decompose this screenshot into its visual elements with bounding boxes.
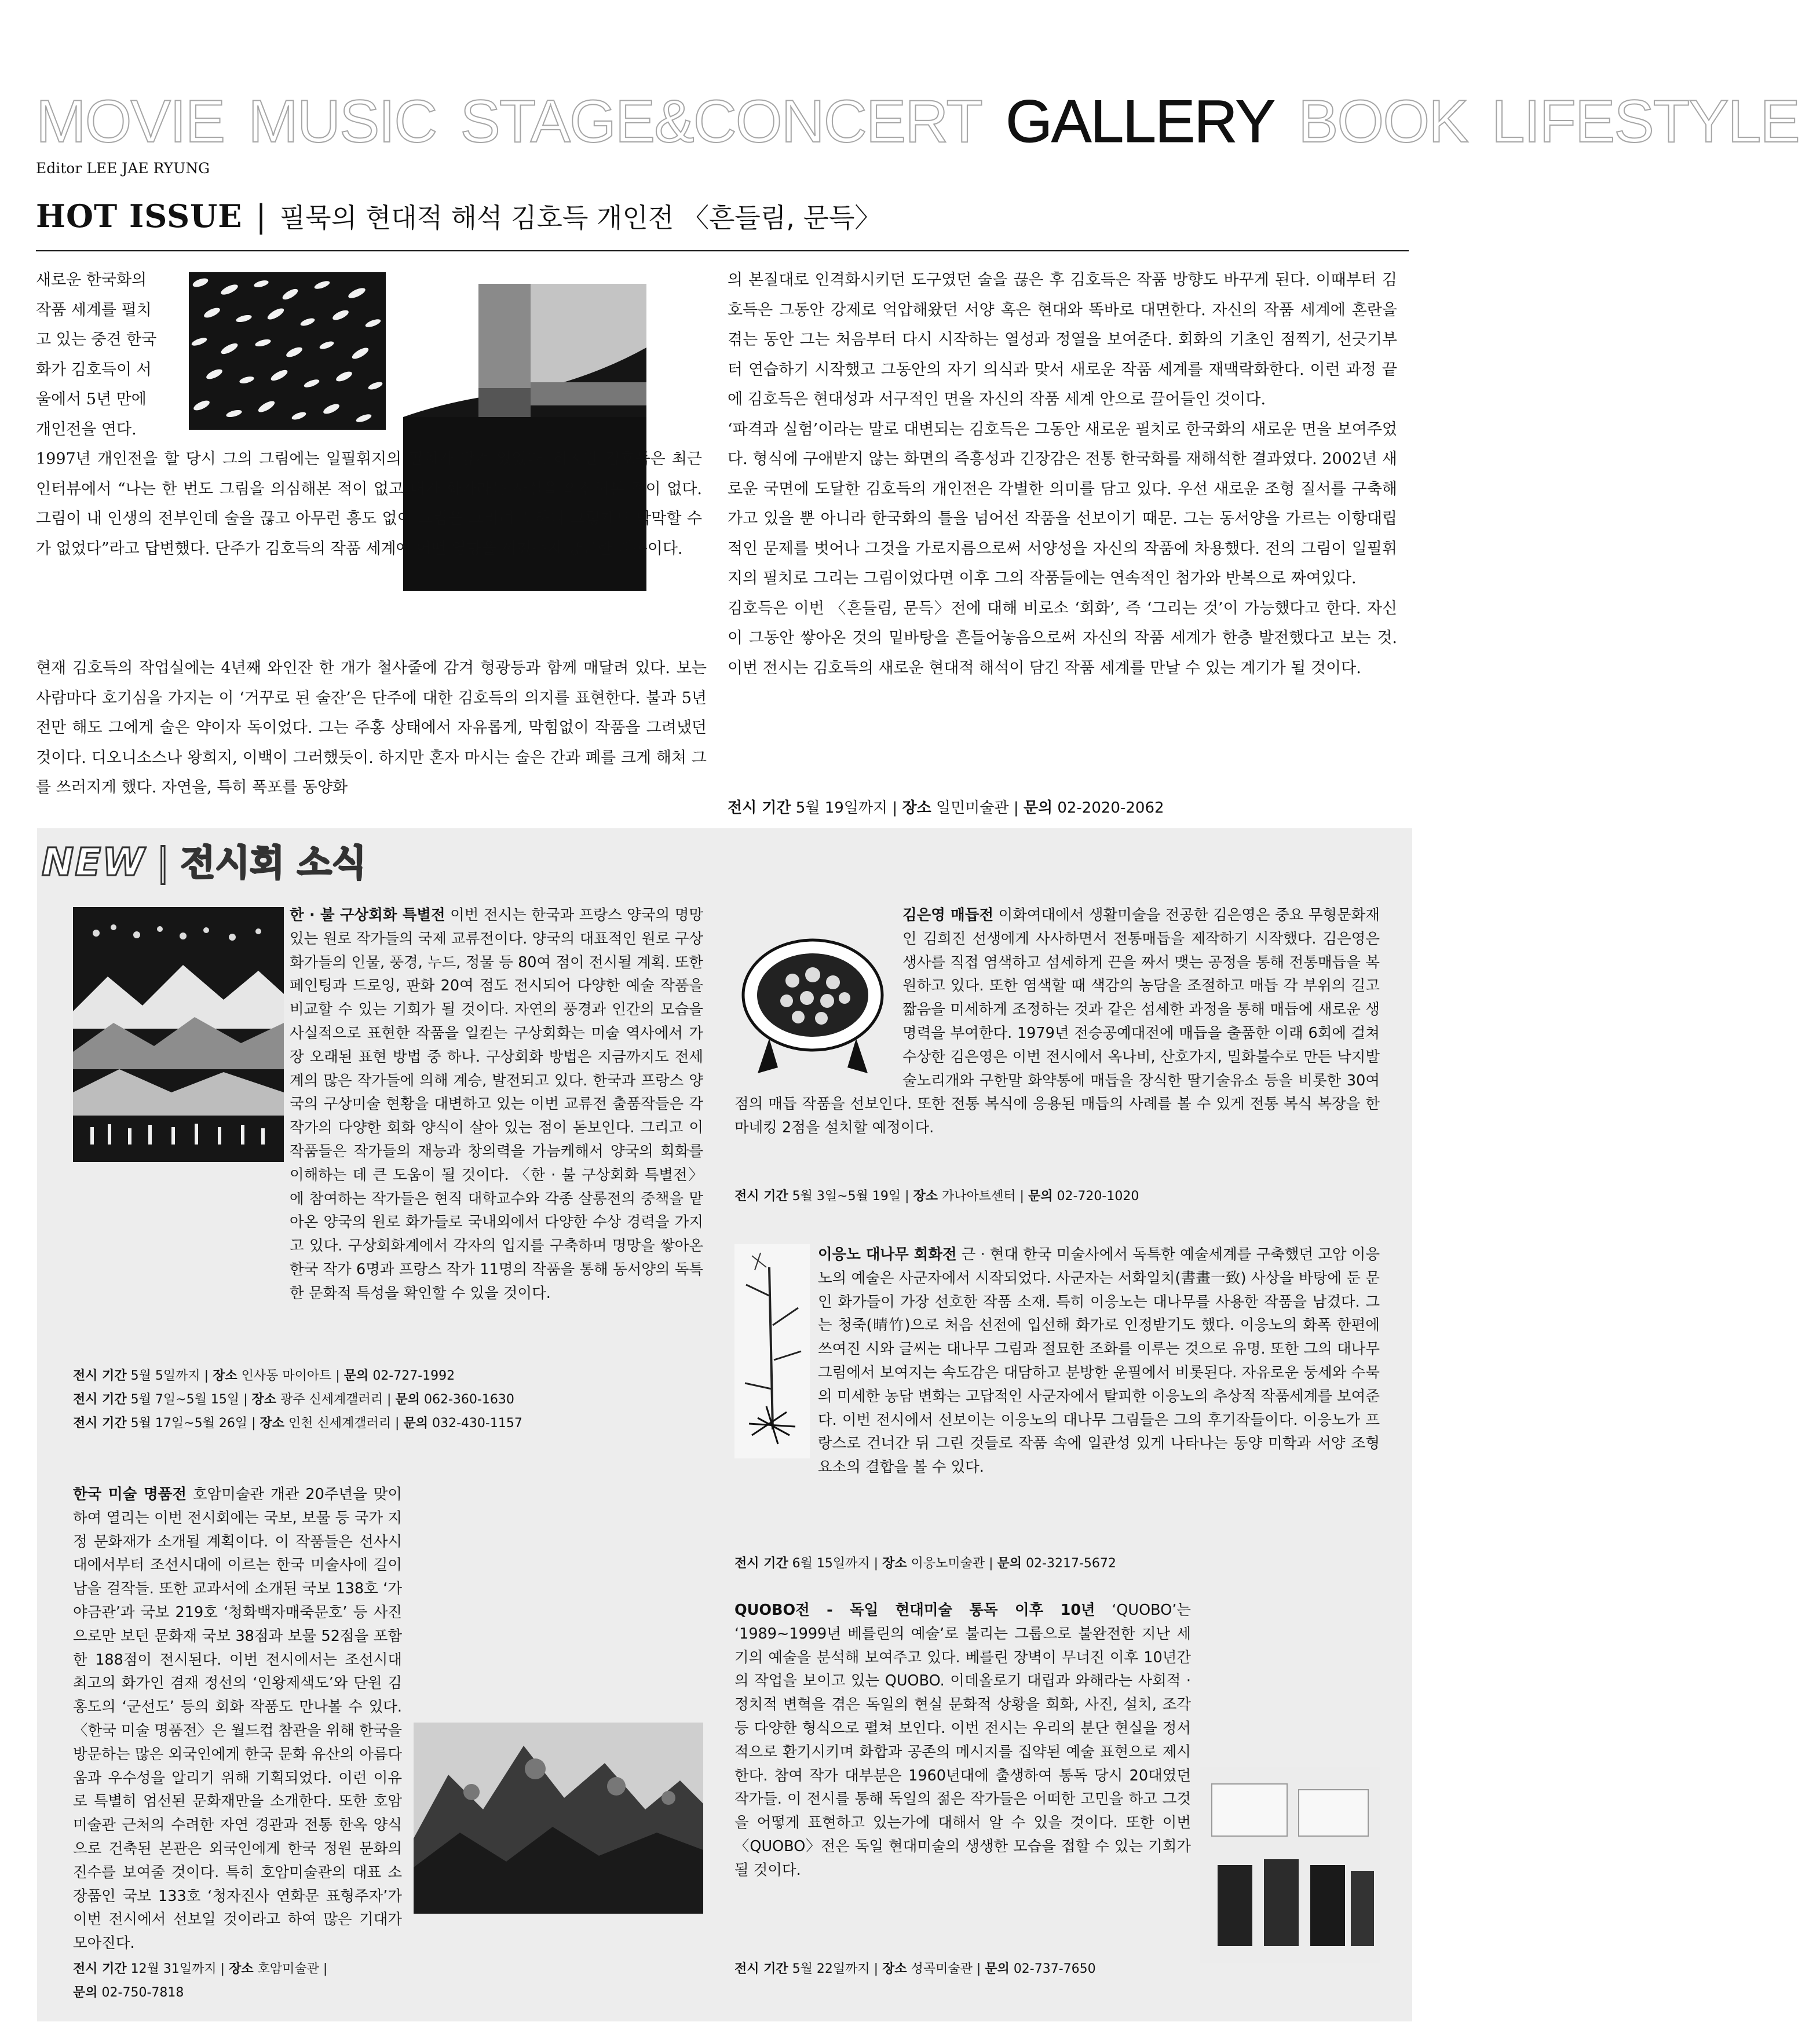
- news-item-3-info: [734, 1185, 1139, 1209]
- contact: 02-3217-5672: [1026, 1556, 1116, 1571]
- news-item-3: [734, 904, 1380, 1187]
- period-label: 전시 기간: [734, 1962, 788, 1976]
- nav-item-gallery[interactable]: GALLERY: [1006, 88, 1274, 155]
- news-item-3-body: 이화여대에서 생활미술을 전공한 김은영은 중요 무형문화재인 김희진 선생에게 사사하면서 전통매듭을 제작하기 시작했다. 김은영은 생사를 직접 염색하고 섬세하게 끈을 짜서 맺는 공정을 통해 전통매듭을 복원하고 있다. 또한 염색할 때 색감의 농담을 조절하고 매듭 각 부위의 길고 짧음을 미세하게 조정하는 것과 같은 섬세한 과정을 통해 매듭에 새로운 생명력을 부여한다. 1979년 전승공예대전에 매듭을 출품한 이래 6회에 걸쳐 수상한 김은영은 이번 전시에서 옥나비, 산호가지, 밀화불수로 만든 낙지발술노리개와 구한말 화약통에 매듭을 장식한 딸기술유소 등을 비롯한 30여 점의 매듭 작품을 선보인다. 또한 전통 복식에 응용된 매듭의 사례를 볼 수 있게 전통 복식 복장을 한 마네킹 2점을 설치할 예정이다.: [734, 906, 1380, 1137]
- place-label: 장소: [260, 1416, 285, 1431]
- contact-label: 문의: [343, 1369, 369, 1383]
- intro-line: 새로운 한국화의: [36, 271, 147, 289]
- period: 5월 17일~5월 26일: [130, 1416, 248, 1431]
- hot-left-paragraph-2: 현재 김호득의 작업실에는 4년째 와인잔 한 개가 철사줄에 감겨 형광등과 함께 매달려 있다. 보는 사람마다 호기심을 가지는 이 ‘거꾸로 된 술잔’은 단주에 대한 김호득의 의지를 표현한다. 불과 5년 전만 해도 그에게 술은 약이자 독이었다. 그는 주홍 상태에서 자유롭게, 막힘없이 작품을 그려냈던 것이다. 디오니소스나 왕희지, 이백이 그러했듯이. 하지만 혼자 마시는 술은 간과 폐를 크게 해쳐 그를 쓰러지게 했다. 자연을, 특히 폭포를 동양화: [36, 659, 707, 796]
- info-separator: |: [1013, 799, 1019, 817]
- period: 5월 5일까지: [130, 1369, 200, 1383]
- news-item-2: [73, 1483, 703, 1955]
- hot-left-paragraph-1: 1997년 개인전을 할 당시 그의 그림에는 일필휘지의 필치가 담겨 있었다. 하지만 김호득은 최근 인터뷰에서 “나는 한 번도 그림을 의심해본 적이 없고 내가 화가라는 사실을 의심해본 적이 없다. 그림이 내 인생의 전부인데 술을 끊고 아무런 흥도 없이 그림을 그리려고 하니 그렇게도 막막할 수가 없었다”라고 답변했다. 단주가 김호득의 작품 세계에 어떤 영향을 끼쳤는지 궁금한 대목이다.: [36, 450, 702, 558]
- place: 가나아트센터: [942, 1189, 1016, 1204]
- news-item-2-info: [73, 1958, 397, 2005]
- contact: 02-737-7650: [1013, 1962, 1096, 1976]
- hot-right-body: [728, 265, 1397, 683]
- sep: |: [204, 1369, 209, 1383]
- period-label: 전시 기간: [73, 1416, 127, 1431]
- period-label: 전시 기간: [734, 1556, 788, 1571]
- hot-right-paragraph-3: 김호득은 이번 〈흔들림, 문득〉전에 대해 비로소 ‘회화’, 즉 ‘그리는 것’이 가능했다고 한다. 자신이 그동안 쌓아온 것의 밑바탕을 흔들어놓음으로써 자신의 작품 세계가 한층 발전했다고 보는 것. 이번 전시는 김호득의 새로운 현대적 해석이 담긴 작품 세계를 만날 수 있는 계기가 될 것이다.: [728, 599, 1397, 677]
- contact-label: 문의: [997, 1556, 1022, 1571]
- intro-line: 작품 세계를 펼치: [36, 301, 152, 319]
- contact-label: 문의: [73, 1985, 98, 2000]
- news-item-1-top: [290, 904, 704, 1302]
- section-nav: [36, 87, 1799, 156]
- hot-issue-title: 필묵의 현대적 해석 김호득 개인전 〈흔들림, 문득〉: [279, 202, 882, 233]
- sep: |: [976, 1962, 981, 1976]
- place: 이응노미술관: [911, 1556, 985, 1571]
- news-artwork-ink-landscape: [414, 1723, 703, 1914]
- news-item-3-title: 김은영 매듭전: [902, 906, 994, 924]
- sep: |: [243, 1392, 248, 1407]
- news-item-2-title: 한국 미술 명품전: [73, 1486, 187, 1503]
- contact: 02-750-7818: [101, 1985, 184, 2000]
- news-banner: [42, 834, 367, 884]
- contact: 032-430-1157: [432, 1416, 522, 1431]
- news-item-4-title: 이응노 대나무 회화전: [818, 1246, 957, 1263]
- sep: |: [905, 1189, 909, 1204]
- place-label: 장소: [913, 1189, 938, 1204]
- info-contact: 02-2020-2062: [1057, 799, 1164, 817]
- period: 5월 7일~5월 15일: [130, 1392, 240, 1407]
- hot-left-body-2: [36, 653, 707, 803]
- news-item-5-info: [734, 1958, 1096, 1981]
- hot-issue-label: HOT ISSUE: [36, 198, 243, 235]
- news-item-1-title: 한 · 불 구상회화 특별전: [290, 906, 445, 924]
- hot-right-paragraph-1: 의 본질대로 인격화시키던 도구였던 술을 끊은 후 김호득은 작품 방향도 바꾸게 된다. 이때부터 김호득은 그동안 강제로 억압해왔던 서양 혹은 현대와 똑바로 대면한다. 자신의 작품 세계에 혼란을 겪는 동안 그는 처음부터 다시 시작하는 열성과 정열을 보여준다. 회화의 기초인 점찍기, 선긋기부터 연습하기 시작했고 그동안의 자기 의식과 맞서 새로운 작품 세계를 재맥락화한다. 이런 과정 끝에 김호득은 현대성과 서구적인 면을 자신의 작품 세계 안으로 끌어들인 것이다.: [728, 271, 1397, 408]
- header-rule: [36, 250, 1409, 251]
- news-label: NEW: [42, 840, 146, 884]
- news-artwork-installation: [1200, 1767, 1380, 1963]
- hot-artwork-pattern: [189, 272, 386, 430]
- period: 12월 31일까지: [130, 1962, 217, 1976]
- sep: |: [395, 1416, 400, 1431]
- intro-line: 화가 김호득이 서: [36, 360, 152, 379]
- period-label: 전시 기간: [73, 1369, 127, 1383]
- info-period-label: 전시 기간: [728, 799, 791, 817]
- contact: 02-720-1020: [1057, 1189, 1139, 1204]
- hot-intro-lines: [36, 265, 187, 444]
- period-label: 전시 기간: [73, 1392, 127, 1407]
- news-artwork-landscape: [73, 907, 284, 1162]
- info-period: 5월 19일까지: [795, 799, 888, 817]
- news-item-1-info-row: [73, 1388, 522, 1412]
- sep: |: [335, 1369, 340, 1383]
- news-separator: |: [156, 840, 170, 884]
- contact-label: 문의: [403, 1416, 428, 1431]
- place-label: 장소: [882, 1556, 907, 1571]
- info-place-label: 장소: [902, 799, 931, 817]
- sep: |: [874, 1962, 879, 1976]
- place: 인사동 마이아트: [241, 1369, 332, 1383]
- sep: |: [220, 1962, 225, 1976]
- sep: |: [323, 1962, 328, 1976]
- contact-label: 문의: [395, 1392, 420, 1407]
- nav-item-movie[interactable]: MOVIE: [36, 88, 225, 155]
- news-item-2-body: 호암미술관 개관 20주년을 맞이하여 열리는 이번 전시회에는 국보, 보물 등 국가 지정 문화재가 소개될 계획이다. 이 작품들은 선사시대에서부터 조선시대에 이르는 한국 미술사에 길이 남을 걸작들. 또한 교과서에 소개된 국보 138호 ‘가야금관’과 국보 219호 ‘청화백자매죽문호’ 등 사진으로만 보던 문화재 국보 38점과 보물 52점을 포함한 188점이 전시된다. 이번 전시에서는 조선시대 최고의 화가인 겸재 정선의 ‘인왕제색도’와 단원 김홍도의 ‘군선도’ 등의 회화 작품도 만나볼 수 있다. 〈한국 미술 명품전〉은 월드컵 참관을 위해 한국을 방문하는 많은 외국인에게 한국 문화 유산의 아름다움과 우수성을 알리기 위해 기획되었다. 이런 이유로 특별히 엄선된 문화재만을 소개한다. 또한 호암미술관 근처의 수려한 자연 경관과 전통 한옥 양식으로 건축된 본관은 외국인에게 한국 정원 문화의 진수를 보여줄 것이다. 특히 호암미술관의 대표 소장품인 국보 133호 ‘청자진사 연화문 표형주자’가 이번 전시에서 선보일 것이라고 하여 많은 기대가 모아진다.: [73, 1486, 402, 1952]
- sep: |: [387, 1392, 392, 1407]
- news-item-1-info: [73, 1365, 522, 1435]
- hot-left-body: [36, 444, 702, 564]
- period: 5월 22일까지: [792, 1962, 870, 1976]
- intro-line: 울에서 5년 만에: [36, 390, 147, 408]
- place-label: 장소: [882, 1962, 907, 1976]
- contact-label: 문의: [985, 1962, 1010, 1976]
- news-title: 전시회 소식: [180, 842, 367, 884]
- hot-exhibition-info: [728, 796, 1164, 817]
- contact: 02-727-1992: [372, 1369, 455, 1383]
- place: 인천 신세계갤러리: [288, 1416, 392, 1431]
- news-item-1-body: 이번 전시는 한국과 프랑스 양국의 명망 있는 원로 작가들의 국제 교류전이다. 양국의 대표적인 원로 구상화가들의 인물, 풍경, 누드, 정물 등 80여 점이 전시될 계획. 또한 페인팅과 드로잉, 판화 20여 점도 전시되어 다양한 예술 작품을 비교할 수 있는 기회가 될 것이다. 자연의 풍경과 인간의 모습을 사실적으로 표현한 작품을 일컫는 구상회화는 미술 역사에서 가장 오래된 표현 방법 중 하나. 구상회화 방법은 지금까지도 전세계의 많은 작가들에 의해 계승, 발전되고 있다. 한국과 프랑스 양국의 구상미술 현황을 대변하고 있는 이번 교류전 출품작들은 각 작가의 다양한 회화 양식이 살아 있는 점이 돋보인다. 그리고 이 작품들은 작가들의 재능과 창의력을 가늠케해서 양국의 회화를 이해하는 데 큰 도움이 될 것이다. 〈한 · 불 구상회화 특별전〉에 참여하는 작가들은 현직 대학교수와 각종 살롱전의 중책을 맡아온 양국의 원로 화가들로 국내외에서 다양한 수상 경력을 가지고 있다. 구상회화계에서 각자의 입지를 구축하며 명망을 쌓아온 한국 작가 6명과 프랑스 작가 11명의 작품을 통해 동서양의 독특한 문화적 특성을 확인할 수 있을 것이다.: [290, 906, 704, 1302]
- float-spacer: [734, 1243, 818, 1597]
- contact: 062-360-1630: [423, 1392, 514, 1407]
- nav-item-stage-concert[interactable]: STAGE&CONCERT: [460, 88, 982, 155]
- intro-line: 고 있는 중견 한국: [36, 331, 157, 349]
- float-spacer: [734, 904, 902, 1069]
- sep: |: [989, 1556, 993, 1571]
- place-label: 장소: [213, 1369, 237, 1383]
- place-label: 장소: [251, 1392, 277, 1407]
- info-contact-label: 문의: [1023, 799, 1053, 817]
- nav-item-music[interactable]: MUSIC: [248, 88, 437, 155]
- place: 성곡미술관: [911, 1962, 973, 1976]
- hot-issue-separator: |: [255, 198, 266, 235]
- sep: |: [251, 1416, 256, 1431]
- period-label: 전시 기간: [73, 1962, 127, 1976]
- news-item-4-body: 근 · 현대 한국 미술사에서 독특한 예술세계를 구축했던 고암 이응노의 예술은 사군자에서 시작되었다. 사군자는 서화일치(書畫一致) 사상을 바탕에 둔 문인 화가들이 가장 선호한 작품 소재. 특히 이응노는 대나무를 사용한 작품을 남겼다. 그는 청죽(晴竹)으로 처음 선전에 입선해 화가로 인정받기도 했다. 이응노의 화폭 한편에 쓰여진 시와 글씨는 대나무 그림과 절묘한 조화를 이루는 것으로 유명. 또한 그의 대나무 그림에서 보여지는 속도감은 대담하고 분방한 운필에서 비롯된다. 자유로운 둥세와 수묵의 미세한 농담 변화는 고답적인 사군자에서 탈피한 이응노의 추상적 작품세계를 보여준다. 이번 전시에서 선보이는 이응노의 대나무 그림들은 그의 후기작들이다. 이응노가 프랑스로 건너간 뒤 그린 것들로 작품 속에 일관성 있게 나타나는 동양 미학과 서양 조형 요소의 결합을 볼 수 있다.: [818, 1246, 1380, 1476]
- news-item-1-info-row: [73, 1412, 522, 1436]
- period: 5월 3일~5월 19일: [792, 1189, 901, 1204]
- intro-line: 개인전을 연다.: [36, 420, 137, 438]
- nav-item-book[interactable]: BOOK: [1298, 88, 1468, 155]
- news-item-4-info: [734, 1552, 1116, 1576]
- news-item-4: [734, 1243, 1380, 1550]
- info-place: 일민미술관: [935, 799, 1009, 817]
- news-item-5-body: ‘QUOBO’는 ‘1989~1999년 베를린의 예술’로 불리는 그룹으로 불완전한 지난 세기의 예술을 분석해 보여주고 있다. 베를린 장벽이 무너진 이후 10년간의 작업을 보이고 있는 QUOBO. 이데올로기 대립과 와해라는 사회적 · 정치적 변혁을 겪은 독일의 현실 문화적 상황을 회화, 사진, 설치, 조각 등 다양한 형식으로 펼쳐 보인다. 이번 전시는 우리의 분단 현실을 정서적으로 환기시키며 화합과 공존의 메시지를 집약된 예술 표현으로 제시한다. 참여 작가 대부분은 1960년대에 출생하여 통독 당시 20대였던 작가들. 이 전시를 통해 독일의 젊은 작가들은 어떠한 고민을 하고 그것을 어떻게 표현하고 있는가에 대해서 알 수 있을 것이다. 또한 이번 〈QUOBO〉전은 독일 현대미술의 생생한 모습을 접할 수 있는 기회가 될 것이다.: [734, 1601, 1192, 1879]
- sep: |: [1019, 1189, 1024, 1204]
- editor-credit: Editor LEE JAE RYUNG: [36, 160, 210, 177]
- contact-label: 문의: [1028, 1189, 1053, 1204]
- place: 호암미술관: [257, 1962, 319, 1976]
- period: 6월 15일까지: [792, 1556, 870, 1571]
- hot-right-paragraph-2: ‘파격과 실험’이라는 말로 대변되는 김호득은 그동안 새로운 필치로 한국화의 새로운 면을 보여주었다. 형식에 구애받지 않는 화면의 즉흥성과 긴장감은 전통 한국화를 재해석한 결과였다. 2002년 새로운 국면에 도달한 김호득의 개인전은 각별한 의미를 담고 있다. 우선 새로운 조형 질서를 구축해가고 있을 뿐 아니라 한국화의 틀을 넘어선 작품을 선보이기 때문. 그는 동서양을 가르는 이항대립적인 문제를 벗어나 그것을 가로지름으로써 서양성을 자신의 작품에 차용했다. 전의 그림이 일필휘지의 필치로 그리는 그림이었다면 이후 그의 작품들에는 연속적인 첨가와 반복으로 짜여있다.: [728, 420, 1397, 587]
- place: 광주 신세계갤러리: [280, 1392, 383, 1407]
- news-item-5: [734, 1599, 1380, 1955]
- place-label: 장소: [229, 1962, 254, 1976]
- news-item-5-title: QUOBO전 - 독일 현대미술 통독 이후 10년: [734, 1601, 1095, 1619]
- sep: |: [874, 1556, 879, 1571]
- info-separator: |: [892, 799, 898, 817]
- hot-issue-header: [36, 197, 881, 235]
- nav-item-lifestyle[interactable]: LIFESTYLE: [1491, 88, 1799, 155]
- news-item-1-info-row: [73, 1365, 522, 1388]
- period-label: 전시 기간: [734, 1189, 788, 1204]
